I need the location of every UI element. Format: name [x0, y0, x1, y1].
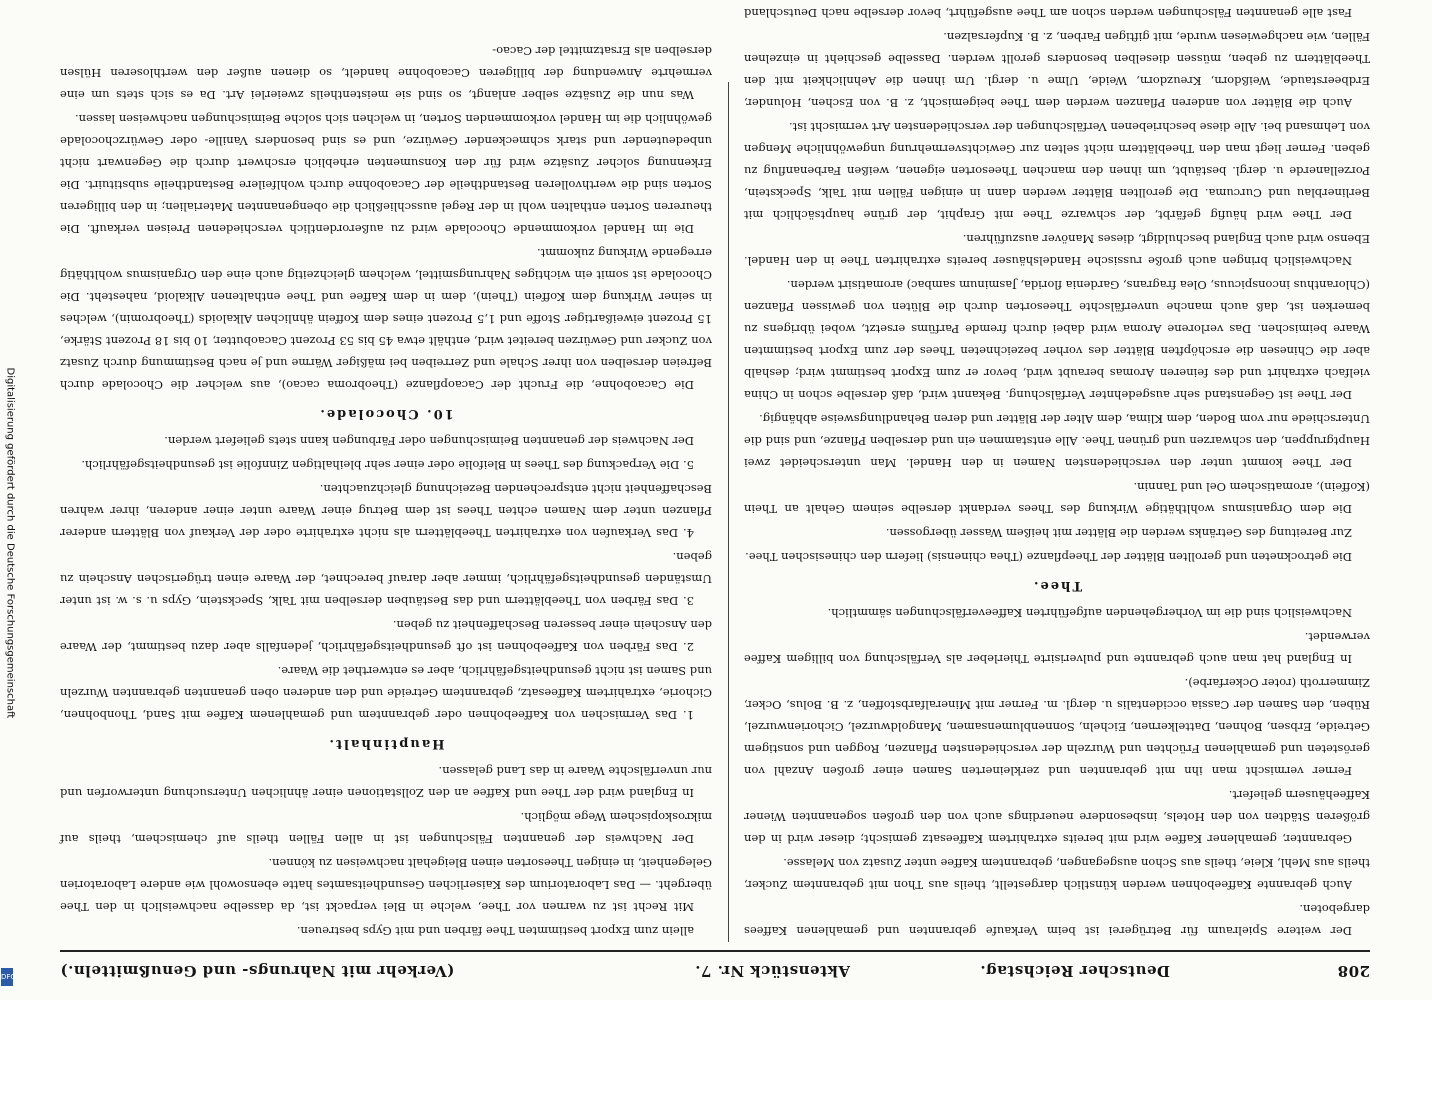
paragraph: Der Thee wird häufig gefärbt, der schwarze Thee mit Graphit, der grüne hauptsächlich mit Berlinerblau und Curcuma. Die gerollten Blätter werden dann in einigen Fällen mit Talk, Speckstein, Porzellanerde u. dergl. bestäubt, um ihnen den manchen Theesorten eigenen, weißen Farbenanflug zu geben. Ferner liegt man den Theeblättern nicht selten zur Gewichtsvermehrung ungewöhnliche Mengen von Lehmsand bei. Alle diese beschriebenen Verfälschungen der verschiedensten Art vermischt ist.	[744, 120, 1370, 222]
paragraph: Der Thee kommt unter den verschiedensten Namen in den Handel. Man unterscheidet zwei Hauptgruppen, den schwarzen und grünen Thee. Alle entstammen ein und derselben Pflanze, und sind die Unterschiede nur vom Boden, dem Klima, dem Alter der Blätter und deren Behandlungsweise abhängig.	[744, 412, 1370, 470]
summary-item: 4. Das Verkaufen von extrahirten Theeblättern als nicht extrahirte oder der Verkauf von Blättern anderer Pflanzen unter dem Namen echten Thees ist dem Betrug einer Waare unter einer anderen, ihrer wahren Beschaffenheit nicht entsprechenden Bezeichnung gleichzuachten.	[60, 482, 712, 540]
paragraph: Auch die Blätter von anderen Pflanzen werden dem Thee beigemischt, z. B. von Eschen, Holunder, Erdbeerstaude, Weißdorn, Kreuzdorn, Weide, Ulme u. dergl. Um ihnen die Aehnlichkeit mit den Theeblättern zu geben, müssen dieselben besonders gerollt werden. Dasselbe geschieht in einzelnen Fällen, wie nachgewiesen wurde, mit giftigen Farben, z. B. Kupfersalzen.	[744, 30, 1370, 110]
paragraph: In England hat man auch gebrannte und pulverisirte Thierleber als Verfälschung von billigem Kaffee verwendet.	[744, 630, 1370, 666]
credit-text: Digitalisierung gefördert durch die Deutsche Forschungsgemeinschaft	[4, 367, 16, 719]
paragraph: In England wird der Thee und Kaffee an den Zollstationen einer ähnlichen Untersuchung unterworfen und nur unverfälschte Waare in das Land gelassen.	[60, 764, 712, 800]
paragraph: Fast alle genannten Fälschungen werden schon am Thee ausgeführt, bevor derselbe nach Deutschland	[744, 6, 1352, 20]
publication-title: Deutscher Reichstag.	[979, 962, 1170, 980]
document-number: Aktenstück Nr. 7.	[694, 962, 850, 980]
paragraph: Was nun die Zusätze selber anlangt, so sind sie meistentheils zweierlei Art. Da es sich stets um eine vermehrte Anwendung der billigeren Cacaobohne handelt, so dienen außer den werthloseren Hülsen derselben als Ersatzmittel der Cacao-	[60, 44, 712, 102]
paragraph: Nachweislich sind die im Vorhergehenden aufgeführten Kaffeeverfälschungen sämmtlich.	[827, 606, 1352, 620]
summary-heading: Hauptinhalt.	[327, 736, 445, 751]
section-heading-tea: Thee.	[1031, 578, 1083, 593]
summary-item: 2. Das Färben von Kaffeebohnen ist oft gesundheitsgefährlich, jedenfalls aber dazu bestimmt, der Waare den Anschein einer besseren Beschaffenheit zu geben.	[60, 618, 712, 654]
topic-title: (Verkehr mit Nahrungs- und Genußmitteln.)	[60, 962, 455, 980]
paragraph: Gebrannter, gemahlener Kaffee wird mit bereits extrahirtem Kaffeesatz gemischt; dieser wird in den größeren Städten von den Hotels, insbesondere neuerdings auch von den großen sogenannten Wiener Kaffeehäusern geliefert.	[744, 788, 1370, 846]
running-header	[60, 950, 1370, 986]
section-heading-chocolate: 10. Chocolade.	[318, 406, 454, 421]
paragraph: Auch gebrannte Kaffeebohnen werden künstlich dargestellt, theils aus Thon mit gebranntem Zucker, theils aus Mehl, Kleie, theils aus Schon ausgegangen, gebranntem Kaffee unter Zusatz von Melasse.	[744, 856, 1370, 892]
summary-item: Der Nachweis der genannten Beimischungen oder Färbungen kann stets geliefert werden.	[164, 434, 694, 448]
page-number: 208	[1337, 962, 1370, 980]
paragraph: Der weitere Spielraum für Betrügerei ist beim Verkaufe gebrannten und gemahlenen Kaffees dargeboten.	[744, 902, 1370, 938]
paragraph: Mit Recht ist zu warnen vor Thee, welche in Blei verpackt ist, da dasselbe nachweislich in den Thee übergeht. — Das Laboratorium des Kaiserlichen Gesundheitsamtes hatte ebensowohl wie andere Laboratorien Gelegenheit, in einigen Theesorten einen Bleigehalt nachweisen zu können.	[60, 856, 712, 914]
summary-item: 5. Die Verpackung des Thees in Bleifolie oder einer sehr bleihaltigen Zinnfolie ist gesundheitsgefährlich.	[81, 458, 694, 472]
summary-item: 1. Das Vermischen von Kaffeebohnen oder gebranntem und gemahlenem Kaffee mit Sand, Thonbohnen, Cichorie, extrahirtem Kaffeesatz, gebranntem Getreide und den anderen oben genannten gebrannten Wurzeln und Samen ist nicht gesundheitsgefährlich, aber es entwerthet die Waare.	[60, 664, 712, 722]
paragraph: Die dem Organismus wohlthätige Wirkung des Thees verdankt derselbe seinem Gehalt an Thein (Koffein), aromatischem Oel und Tannin.	[744, 480, 1370, 516]
column-divider	[728, 82, 729, 942]
paragraph: Ferner vermischt man ihn mit gebrannten und zerkleinerten Samen einer großen Anzahl von gerösteten und gemahlenen Früchten und Wurzeln der verschiedensten Pflanzen, Roggen und sonstigem Getreide, Erbsen, Bohnen, Dattelkernen, Eicheln, Sonnenblumensamen, Mangoldwurzel, Cichorienwurzel, Rüben, den Samen der Cassia occidentalis u. dergl. m. Ferner mit Mineralfarbstoffen, z. B. Bolus, Ocker, Zimmerroth (roter Ockerfarbe).	[744, 676, 1370, 778]
left-column	[744, 6, 1370, 942]
paragraph: Der Thee ist Gegenstand sehr ausgedehnter Verfälschung. Bekannt wird, daß derselbe schon in China vielfach extrahirt und des feineren Aromas beraubt wird, bevor er zum Export bestimmt wird; deshalb aber die Chinesen die erschöpften Blätter des vorher bezeichneten Thees der zum Export bestimmten Waare beimischen. Das verlorene Aroma wird dabei durch fremde Parfüms ersetzt, wobei übrigens zu bemerken ist, daß auch manche unverfälschte Theesorten durch die Blüten von gewissen Pflanzen (Chloranthus inconspicuus, Olea fragrans, Gardenia florida, Jasminum sambac) aromatisirt werden.	[744, 278, 1370, 402]
paragraph: Zur Bereitung des Getränks werden die Blätter mit heißem Wasser übergossen.	[885, 526, 1352, 540]
paragraph: Die getrockneten und gerollten Blätter der Theepflanze (Thea chinensis) liefern den chinesischen Thee.	[745, 550, 1352, 564]
paragraph: Nachweislich bringen auch große russische Handelshäuser bereits extrahirten Thee in den Handel. Ebenso wird auch England beschuldigt, dieses Manöver auszuführen.	[744, 232, 1370, 268]
paragraph: Die Cacaobohne, die Frucht der Cacaopflanze (Theobroma cacao), aus welcher die Chocolade durch Befreien derselben von ihrer Schale und Zerreiben bei mäßiger Wärme und je nach Bestimmung durch Zusatz von Zucker und Gewürzen bereitet wird, enthält etwa 45 bis 53 Prozent Cacaobutter, 10 bis 18 Prozent Stärke, 15 Prozent eiweißartiger Stoffe und 1,5 Prozent eines dem Koffein ähnlichen Alkaloids (Theobromin), welches in seiner Wirkung dem Koffein (Thein), dem in dem Kaffee und Thee enthaltenen Alkaloid, nahesteht. Die Chocolade ist somit ein wichtiges Nahrungsmittel, welchem gleichzeitig auch eine den Organismus wohlthätig erregende Wirkung zukommt.	[60, 246, 712, 392]
right-column	[60, 44, 712, 942]
paragraph: Der Nachweis der genannten Fälschungen ist in allen Fällen theils auf chemischem, theils auf mikroskopischem Wege möglich.	[60, 810, 712, 846]
paragraph: Die im Handel vorkommende Chocolade wird zu außerordentlich verschiedenen Preisen verkauft. Die theureren Sorten enthalten wohl in der Regel ausschließlich die obengenannten Materialien; in den billigeren Sorten sind die werthvolleren Bestandtheile der Cacaobohne durch wohlfeilere Bestandtheile substituirt. Die Erkennung solcher Zusätze wird für den Konsumenten erheblich erschwert durch die Gegenwart nicht unbedeutender und stark schmeckender Gewürze, und es sind besonders Vanille- oder Gewürzchocolade gewöhnlich die im Handel vorkommenden Sorten, in welchen sich solche Beimischungen nachweisen lassen.	[60, 112, 712, 236]
paragraph: allein zum Export bestimmten Thee färben und mit Gyps bestreuen.	[296, 924, 694, 938]
digitization-credit	[0, 0, 14, 1000]
summary-item: 3. Das Färben von Theeblättern und das Bestäuben derselben mit Talk, Speckstein, Gyps u. s. w. ist unter Umständen gesundheitsgefährlich, immer aber darauf berechnet, der Waare einen trügerischen Anschein zu geben.	[60, 550, 712, 608]
dfg-logo-icon: DFG	[1, 968, 13, 986]
